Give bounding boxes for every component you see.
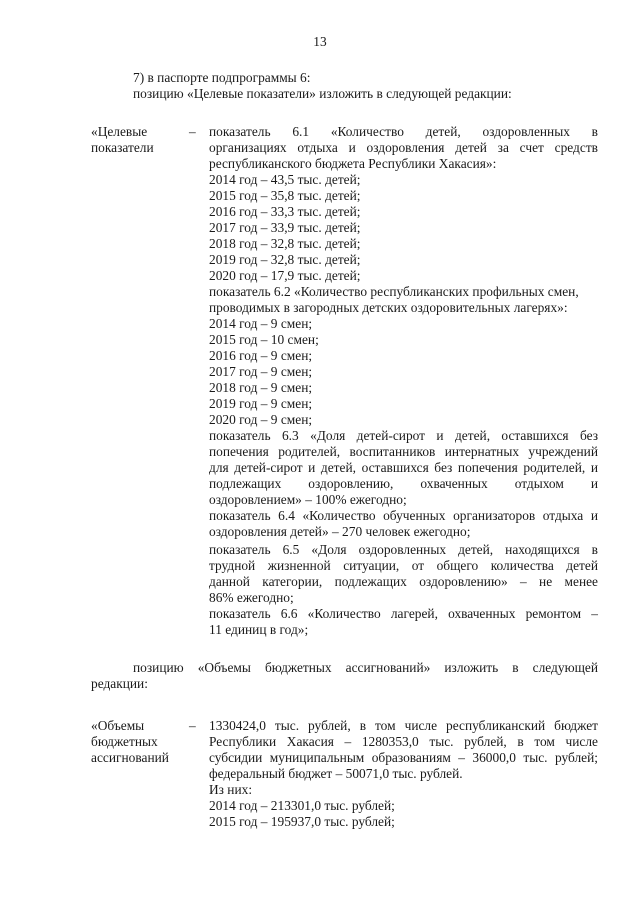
targets-label-line-1: «Целевые	[91, 124, 148, 139]
indicator-6-5-line: трудной жизненной ситуации, от общего количества детей	[209, 558, 598, 573]
year-value-row: 2020 год – 17,9 тыс. детей;	[209, 268, 361, 283]
indicator-6-1	[209, 124, 598, 172]
indicator-6-1-line: показатель 6.1 «Количество детей, оздоровленных в	[209, 124, 598, 139]
budget-intro	[91, 660, 598, 692]
budget-label-line-1: «Объемы	[91, 718, 145, 733]
targets-dash: –	[189, 124, 196, 139]
indicator-6-5-line: показатель 6.5 «Доля оздоровленных детей, находящихся в	[209, 542, 598, 557]
budget-label-line-2: бюджетных	[91, 734, 158, 749]
indicator-6-4-line: оздоровления детей» – 270 человек ежегодно;	[209, 524, 471, 539]
indicator-6-6	[209, 606, 598, 638]
budget-intro-line-2: редакции:	[91, 676, 148, 691]
indicator-6-3-line: показатель 6.3 «Доля детей-сирот и детей, оставшихся без	[209, 428, 598, 443]
budget-text-line: федеральный бюджет – 50071,0 тыс. рублей.	[209, 766, 463, 781]
indicator-6-3-line: попечения родителей, воспитанников интернатных учреждений	[209, 444, 598, 459]
year-value-row: 2017 год – 9 смен;	[209, 364, 313, 379]
indicator-6-1-line: организациях отдыха и оздоровления детей за счет средств	[209, 140, 598, 155]
indicator-6-5-line: данной категории, подлежащих оздоровлению» – не менее	[209, 574, 598, 589]
year-value-row: 2016 год – 33,3 тыс. детей;	[209, 204, 361, 219]
budget-intro-line-1: позицию «Объемы бюджетных ассигнований» изложить в следующей	[133, 660, 598, 675]
indicator-6-2	[209, 284, 598, 316]
year-value-row: 2015 год – 35,8 тыс. детей;	[209, 188, 361, 203]
indicator-6-2-years	[209, 316, 598, 428]
budget-dash: –	[189, 718, 196, 733]
targets-label-line-2: показатели	[91, 140, 154, 155]
year-value-row: 2018 год – 32,8 тыс. детей;	[209, 236, 361, 251]
intro-line-2: позицию «Целевые показатели» изложить в следующей редакции:	[133, 86, 512, 101]
year-value-row: 2014 год – 9 смен;	[209, 316, 313, 331]
year-value-row: 2017 год – 33,9 тыс. детей;	[209, 220, 361, 235]
budget-text-line: Республики Хакасия – 1280353,0 тыс. рублей, в том числе	[209, 734, 598, 749]
year-value-row: 2018 год – 9 смен;	[209, 380, 313, 395]
page-number: 13	[313, 34, 327, 49]
indicator-6-5-line: 86% ежегодно;	[209, 590, 294, 605]
year-value-row: 2016 год – 9 смен;	[209, 348, 313, 363]
intro-line-1: 7) в паспорте подпрограммы 6:	[133, 70, 311, 85]
budget-text	[209, 718, 598, 830]
budget-of-them: Из них:	[209, 782, 253, 797]
budget-label-line-3: ассигнований	[91, 750, 169, 765]
indicator-6-2-line: проводимых в загородных детских оздоровительных лагерях»:	[209, 300, 568, 315]
indicator-6-1-years	[209, 172, 598, 284]
year-value-row: 2019 год – 32,8 тыс. детей;	[209, 252, 361, 267]
indicator-6-3-line: подлежащих оздоровлению, охваченных отдыхом и	[209, 476, 598, 491]
budget-text-line: 1330424,0 тыс. рублей, в том числе республиканский бюджет	[209, 718, 598, 733]
indicator-6-2-line: показатель 6.2 «Количество республиканских профильных смен,	[209, 284, 579, 299]
indicator-6-4	[209, 508, 598, 540]
year-value-row: 2015 год – 195937,0 тыс. рублей;	[209, 814, 395, 829]
year-value-row: 2019 год – 9 смен;	[209, 396, 313, 411]
year-value-row: 2014 год – 43,5 тыс. детей;	[209, 172, 361, 187]
year-value-row: 2015 год – 10 смен;	[209, 332, 319, 347]
indicator-6-6-line: показатель 6.6 «Количество лагерей, охваченных ремонтом –	[209, 606, 598, 621]
indicator-6-3-line: оздоровлением» – 100% ежегодно;	[209, 492, 407, 507]
indicator-6-6-line: 11 единиц в год»;	[209, 622, 309, 637]
indicator-6-3-line: для детей-сирот и детей, оставшихся без попечения родителей, и	[209, 460, 598, 475]
indicator-6-4-line: показатель 6.4 «Количество обученных организаторов отдыха и	[209, 508, 598, 523]
year-value-row: 2014 год – 213301,0 тыс. рублей;	[209, 798, 395, 813]
indicator-6-1-line: республиканского бюджета Республики Хакасия»:	[209, 156, 497, 171]
indicator-6-5	[209, 542, 598, 606]
year-value-row: 2020 год – 9 смен;	[209, 412, 313, 427]
indicator-6-3	[209, 428, 598, 508]
budget-text-line: субсидии муниципальным образованиям – 36000,0 тыс. рублей;	[209, 750, 598, 765]
